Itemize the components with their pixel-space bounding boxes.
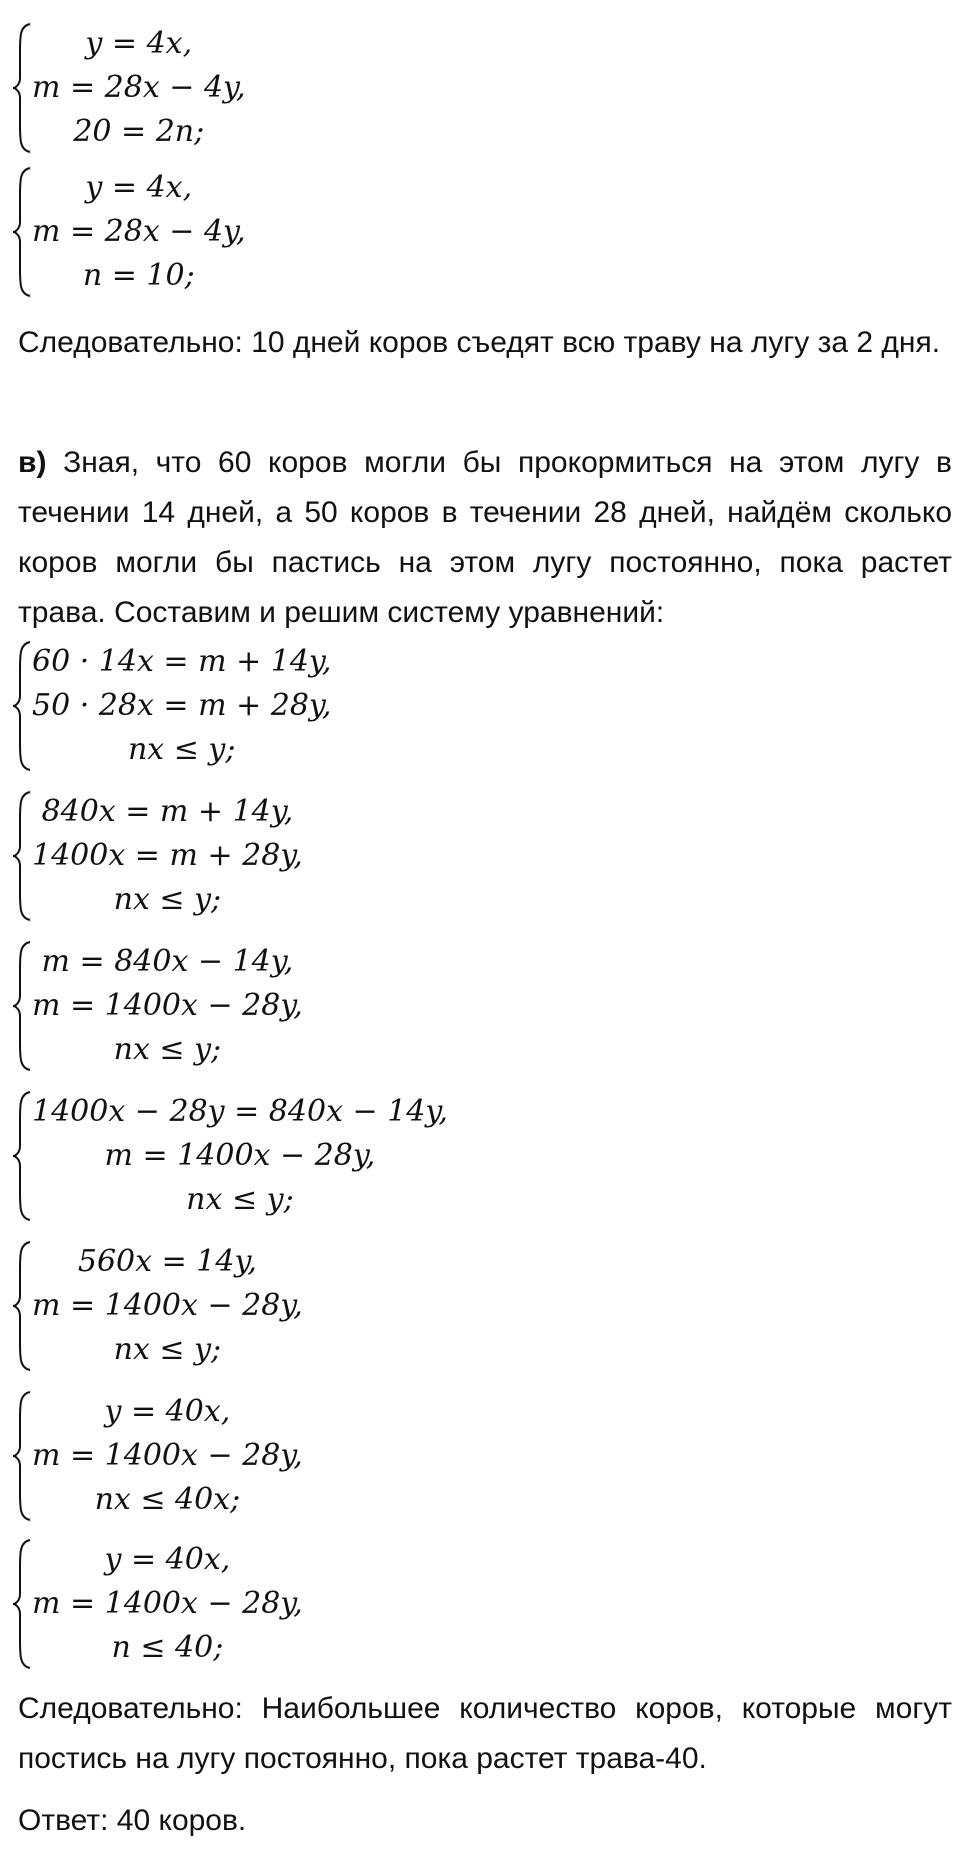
equation-line: m = 1400x − 28y,: [32, 1586, 303, 1621]
equation-line: y = 4x,: [85, 26, 193, 61]
equation-line: nx ≤ y;: [186, 1182, 294, 1217]
left-brace-icon: [12, 1390, 34, 1522]
equation-line: 20 = 2n;: [73, 114, 205, 149]
equation-line: m = 1400x − 28y,: [32, 1288, 303, 1323]
equation-line: 60 · 14x = m + 14y,: [32, 644, 332, 679]
equation-line: n ≤ 40;: [111, 1630, 224, 1665]
left-brace-icon: [12, 640, 34, 772]
equation-line: y = 4x,: [85, 170, 193, 205]
equation-line: y = 40x,: [104, 1394, 231, 1429]
equation-line: nx ≤ y;: [113, 1032, 222, 1067]
equation-line: m = 28x − 4y,: [32, 70, 246, 105]
left-brace-icon: [12, 790, 34, 922]
left-brace-icon: [12, 1090, 34, 1222]
answer-line: Ответ: 40 коров.: [18, 1804, 247, 1837]
conclusion-paragraph-1: Следовательно: 10 дней коров съедят всю траву на лугу за 2 дня.: [18, 326, 941, 359]
equation-line: 1400x − 28y = 840x − 14y,: [32, 1094, 448, 1129]
left-brace-icon: [12, 22, 34, 154]
equation-line: 560x = 14y,: [77, 1244, 257, 1279]
equation-line: n = 10;: [82, 258, 195, 293]
equation-line: nx ≤ y;: [127, 732, 236, 767]
equation-line: nx ≤ y;: [113, 882, 222, 917]
equation-line: 840x = m + 14y,: [41, 794, 294, 829]
equation-line: m = 1400x − 28y,: [32, 1438, 303, 1473]
part-v-paragraph: [18, 438, 952, 638]
equation-line: m = 1400x − 28y,: [32, 988, 303, 1023]
equation-line: 50 · 28x = m + 28y,: [32, 688, 332, 723]
equation-line: 1400x = m + 28y,: [32, 838, 303, 873]
equation-line: m = 840x − 14y,: [41, 944, 294, 979]
part-v-text: Зная, что 60 коров могли бы прокормиться на этом лугу в течении 14 дней, а 50 коров в течении 28 дней, найдём сколько коров могли бы пастись на этом лугу постоянно, пока растет трава. Составим и решим систему уравнений:: [18, 446, 952, 629]
left-brace-icon: [12, 166, 34, 298]
equation-line: nx ≤ 40x;: [94, 1482, 241, 1517]
left-brace-icon: [12, 1240, 34, 1372]
left-brace-icon: [12, 1538, 34, 1670]
part-v-label: в): [18, 446, 47, 479]
equation-line: m = 1400x − 28y,: [104, 1138, 376, 1173]
equation-line: y = 40x,: [104, 1542, 231, 1577]
left-brace-icon: [12, 940, 34, 1072]
equation-line: m = 28x − 4y,: [32, 214, 246, 249]
conclusion-paragraph-2: Следовательно: Наибольшее количество коров, которые могут постись на лугу постоянно, пока растет трава-40.: [18, 1692, 952, 1775]
equation-line: nx ≤ y;: [113, 1332, 222, 1367]
